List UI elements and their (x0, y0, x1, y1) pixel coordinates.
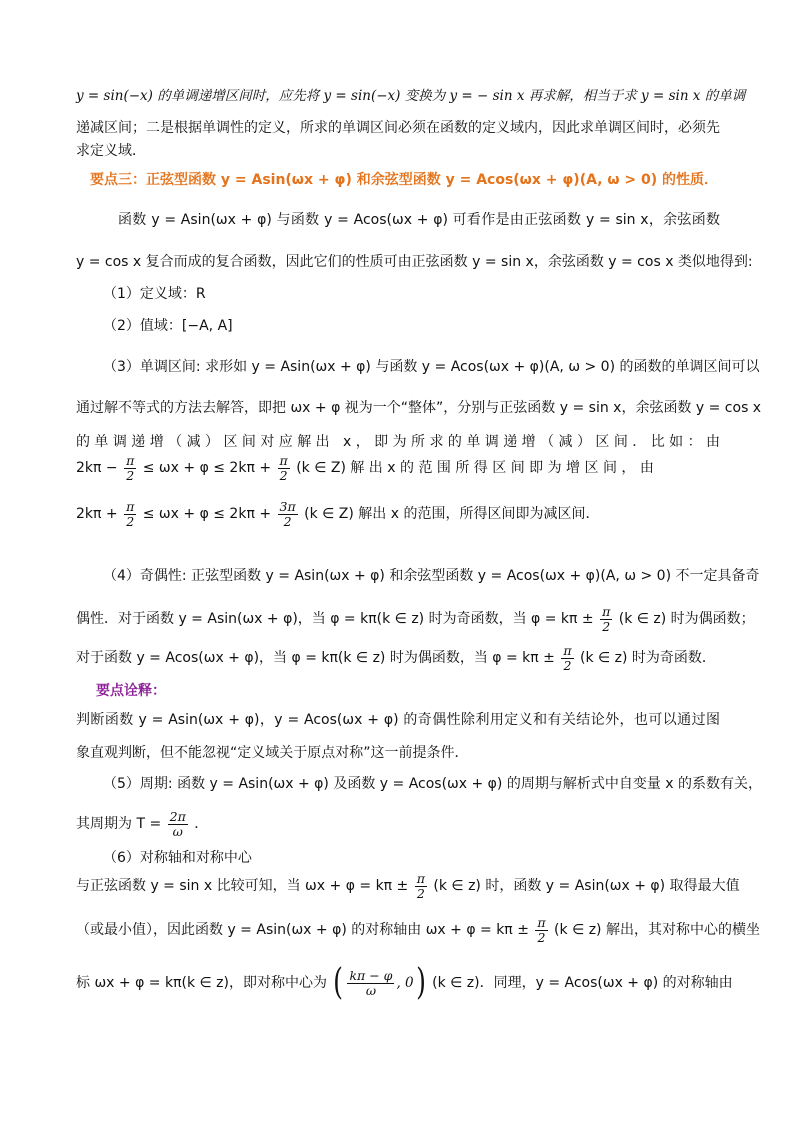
item3-line5 (76, 494, 720, 534)
ineq-end: (k ∈ Z) 解 出 x 的 范 围 所 得 区 间 即 为 增 区 间 ， 由 (296, 460, 654, 476)
note-line1: 判断函数 y = Asin(ωx + φ)，y = Acos(ωx + φ) 的奇偶性除利用定义和有关结论外，也可以通过图 (76, 712, 720, 728)
item4-line2-a: 偶性．对于函数 y = Asin(ωx + φ)，当 φ = kπ(k ∈ z) 时为奇函数，当 φ = kπ ± (76, 611, 594, 627)
item4-line3-a: 对于函数 y = Acos(ωx + φ)，当 φ = kπ(k ∈ z) 时为偶函数，当 φ = kπ ± (76, 650, 555, 666)
sym-line2-a: （或最小值），因此函数 y = Asin(ωx + φ) 的对称轴由 ωx + φ = kπ ± (76, 922, 529, 938)
ineq-start: 2kπ + (76, 506, 118, 522)
line-03: 求定义域． (76, 143, 146, 159)
item4-line1: （4）奇偶性: 正弦型函数 y = Asin(ωx + φ) 和余弦型函数 y = Acos(ωx + φ)(A, ω > 0) 不一定具备奇 (103, 568, 760, 584)
fraction-3pi-over-2: $\frac{3\pi}{2}$ (279, 498, 296, 529)
sym-line3-c: (k ∈ z)．同理，y = Acos(ωx + φ) 的对称轴由 (432, 975, 733, 991)
para1-line2: y = cos x 复合而成的复合函数，因此它们的性质可由正弦函数 y = sin x，余弦函数 y = cos x 类似地得到: (76, 254, 753, 270)
sym-line1-a: 与正弦函数 y = sin x 比较可知，当 ωx + φ = kπ ± (76, 878, 409, 894)
fraction-pi-over-2: $\frac{\pi}{2}$ (126, 498, 135, 529)
section-heading: 要点三：正弦型函数 y = Asin(ωx + φ) 和余弦型函数 y = Acos(ωx + φ)(A, ω > 0) 的性质． (90, 172, 719, 188)
item4-line2 (76, 599, 755, 639)
note-heading: 要点诠释： (96, 683, 166, 699)
sym-line3-a: 标 ωx + φ = kπ(k ∈ z)，即对称中心为 (76, 975, 327, 991)
item3-line4 (76, 448, 720, 488)
fraction-pi-over-2: $\frac{\pi}{2}$ (563, 642, 572, 673)
fraction-pi-over-2: $\frac{\pi}{2}$ (416, 870, 425, 901)
left-paren: ( (333, 962, 344, 1003)
center-y: , 0 (396, 975, 414, 991)
ineq-mid: ≤ ωx + φ ≤ 2kπ + (142, 506, 272, 522)
sym-line2 (76, 910, 760, 950)
para1-line1: 函数 y = Asin(ωx + φ) 与函数 y = Acos(ωx + φ) 可看作是由正弦函数 y = sin x，余弦函数 (118, 212, 720, 228)
fraction-pi-over-2: $\frac{\pi}{2}$ (279, 452, 288, 483)
ineq-end: (k ∈ Z) 解出 x 的范围，所得区间即为减区间． (304, 506, 600, 522)
item-range: （2）值域：[−A, A] (103, 318, 233, 334)
line-02: 递减区间；二是根据单调性的定义，所求的单调区间必须在函数的定义域内，因此求单调区间时，必须先 (76, 120, 720, 136)
ineq-start: 2kπ − (76, 460, 118, 476)
sym-line2-b: (k ∈ z) 解出，其对称中心的横坐 (554, 922, 760, 938)
fraction-pi-over-2: $\frac{\pi}{2}$ (602, 603, 611, 634)
ineq-mid: ≤ ωx + φ ≤ 2kπ + (142, 460, 272, 476)
item3-line3: 的单调递增（减）区间对应解出 x，即为所求的单调递增（减）区间．比如：由 (76, 434, 720, 450)
period-end: ． (194, 816, 209, 832)
item-domain: （1）定义域：R (103, 286, 206, 302)
note-line2: 象直观判断，但不能忽视“定义域关于原点对称”这一前提条件． (76, 745, 469, 761)
fraction-pi-over-2: $\frac{\pi}{2}$ (126, 452, 135, 483)
sym-line1-b: (k ∈ z) 时，函数 y = Asin(ωx + φ) 取得最大值 (433, 878, 740, 894)
fraction-pi-over-2: $\frac{\pi}{2}$ (537, 914, 546, 945)
item5-line1: （5）周期: 函数 y = Asin(ωx + φ) 及函数 y = Acos(ωx + φ) 的周期与解析式中自变量 x 的系数有关， (103, 776, 763, 792)
sym-line1 (76, 866, 740, 906)
item3-line1: （3）单调区间: 求形如 y = Asin(ωx + φ) 与函数 y = Acos(ωx + φ)(A, ω > 0) 的函数的单调区间可以 (103, 359, 760, 375)
period-label: 其周期为 T = (76, 816, 162, 832)
sym-line3 (76, 958, 733, 1008)
line-01: y = sin(−x) 的单调递增区间时，应先将 y = sin(−x) 变换为 y = − sin x 再求解，相当于求 y = sin x 的单调 (76, 88, 746, 104)
item4-line3 (76, 638, 720, 678)
fraction-2pi-over-omega: $\frac{2\pi}{\omega}$ (169, 808, 186, 839)
item5-line2 (76, 804, 720, 844)
fraction-kpi-minus-phi-over-omega: $\frac{k\pi - \varphi}{\omega}$ (349, 967, 393, 998)
item4-line2-b: (k ∈ z) 时为偶函数； (618, 611, 755, 627)
right-paren: ) (415, 962, 426, 1003)
item3-line2: 通过解不等式的方法去解答，即把 ωx + φ 视为一个“整体”，分别与正弦函数 y = sin x，余弦函数 y = cos x (76, 400, 762, 416)
item4-line3-b: (k ∈ z) 时为奇函数． (580, 650, 716, 666)
item6-title: （6）对称轴和对称中心 (103, 850, 252, 866)
